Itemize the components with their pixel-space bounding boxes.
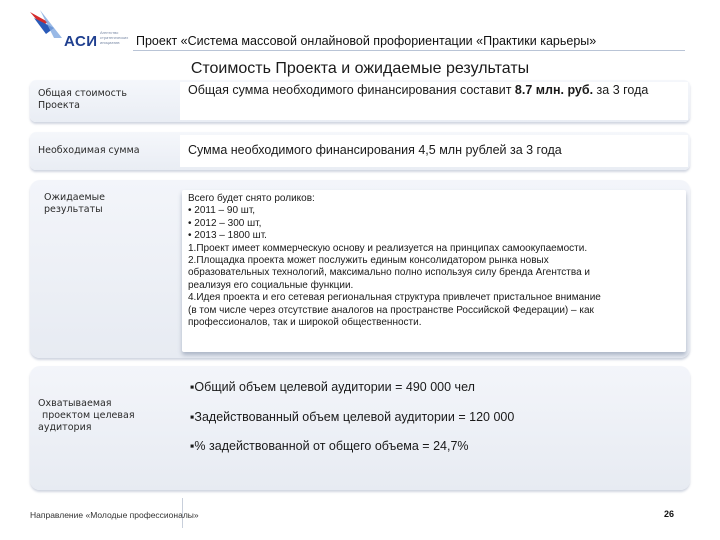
expected-label-line2: результаты <box>44 204 103 215</box>
expected-line: • 2012 – 300 шт, <box>188 217 262 229</box>
slide-title: Стоимость Проекта и ожидаемые результаты <box>190 60 530 77</box>
expected-content <box>182 190 686 352</box>
logo-swoosh-icon <box>28 8 68 42</box>
expected-line: образовательных технологий, максимально полно используя силу бренда Агентства и <box>188 267 591 279</box>
expected-line: 2.Площадка проекта может послужить единым консолидатором рынка новых <box>188 255 549 267</box>
cost-text <box>188 83 680 98</box>
cost-label-line2: Проекта <box>38 100 80 111</box>
cost-text-before: Общая сумма необходимого финансирования составит <box>188 83 515 97</box>
expected-line: реализуя его социальные функции. <box>188 279 354 291</box>
audience-label-line3: аудитория <box>38 422 92 433</box>
expected-line: • 2013 – 1800 шт. <box>188 230 267 242</box>
audience-label <box>38 398 135 434</box>
expected-label-line1: Ожидаемые <box>44 192 105 203</box>
cost-label-line1: Общая стоимость <box>38 88 127 99</box>
audience-item: ▪Общий объем целевой аудитории = 490 000 чел <box>190 380 475 394</box>
expected-line: профессионалов, так и широкой общественности. <box>188 317 422 329</box>
needed-text: Сумма необходимого финансирования 4,5 млн рублей за 3 года <box>188 143 562 157</box>
expected-label <box>44 192 105 216</box>
logo-subtext: Агентство стратегических инициатив <box>100 30 129 45</box>
needed-content <box>180 135 688 167</box>
cost-amount: 8.7 млн. руб. <box>514 83 594 97</box>
expected-line: • 2011 – 90 шт, <box>188 205 256 217</box>
header <box>0 0 720 56</box>
header-divider <box>133 50 685 51</box>
audience-content <box>182 372 686 484</box>
header-title: Проект «Система массовой онлайновой профориентации «Практики карьеры» <box>136 34 597 48</box>
footer-direction: Направление «Молодые профессионалы» <box>30 510 199 520</box>
expected-line: 1.Проект имеет коммерческую основу и реализуется на принципах самоокупаемости. <box>188 242 588 254</box>
page-number: 26 <box>664 509 675 519</box>
expected-line: Всего будет снято роликов: <box>188 193 315 204</box>
cost-content <box>180 82 688 120</box>
audience-item: ▪% задействованной от общего объема = 24,7% <box>190 439 469 453</box>
cost-text-after: за 3 года <box>593 83 649 97</box>
audience-label-line1: Охватываемая <box>38 398 112 409</box>
audience-label-line2: проектом целевая <box>42 410 135 421</box>
needed-label: Необходимая сумма <box>38 145 140 156</box>
audience-item: ▪Задействованный объем целевой аудитории = 120 000 <box>190 410 515 424</box>
asi-logo <box>28 8 138 48</box>
expected-line: (в том числе через отсутствие аналогов на пространстве Российской Федерации) – как <box>188 304 594 316</box>
cost-label <box>38 88 127 112</box>
expected-line: 4.Идея проекта и его сетевая региональная структура привлечет пристальное внимание <box>188 292 601 304</box>
logo-text: АСИ <box>64 33 98 50</box>
